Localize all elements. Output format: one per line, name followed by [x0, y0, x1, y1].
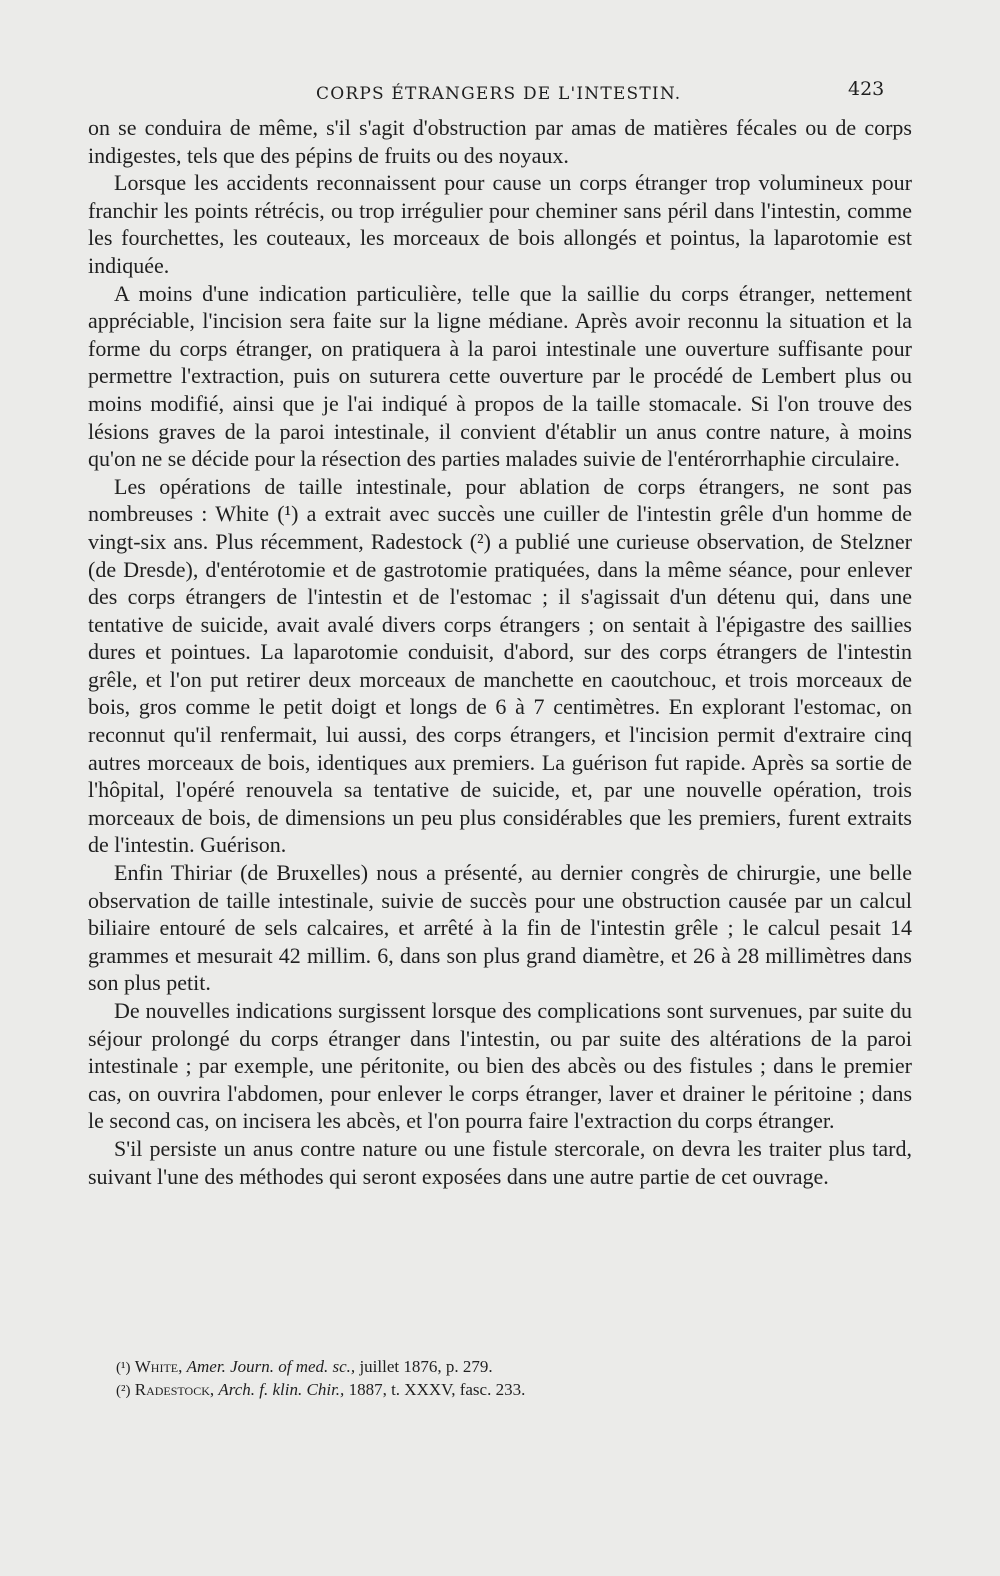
footnote-marker: (²)	[116, 1383, 131, 1399]
paragraph: Lorsque les accidents reconnaissent pour cause un corps étranger trop volumineux pour franchir les points rétrécis, ou trop irrégulier pour cheminer sans péril dans l'intestin, comme les fourchettes, les couteaux, les morceaux de bois allongés et pointus, la laparotomie est indiquée.	[88, 170, 912, 278]
footnote-details: 1887, t. XXXV, fasc. 233.	[348, 1380, 526, 1399]
page-header	[0, 78, 1000, 108]
footnote-author: White,	[134, 1357, 183, 1376]
footnote	[116, 1379, 816, 1402]
body-text	[88, 114, 912, 1190]
paragraph: De nouvelles indications surgissent lorsque des complications sont survenues, par suite du séjour prolongé du corps étranger dans l'intestin, ou par suite des altérations de la paroi intestinale ; par exemple, une péritonite, ou bien des abcès ou des fistules ; dans le premier cas, on ouvrira l'abdomen, pour enlever le corps étranger, laver et drainer le péritoine ; dans le second cas, on incisera les abcès, et l'on pourra faire l'extraction du corps étranger.	[88, 998, 912, 1134]
footnote-journal: Amer. Journ. of med. sc.,	[186, 1357, 356, 1376]
paragraph: on se conduira de même, s'il s'agit d'obstruction par amas de matières fécales ou de corps indigestes, tels que des pépins de fruits ou des noyaux.	[88, 115, 912, 168]
running-title: CORPS ÉTRANGERS DE L'INTESTIN.	[316, 84, 682, 104]
page-number: 423	[848, 78, 885, 100]
paragraph: Enfin Thiriar (de Bruxelles) nous a présenté, au dernier congrès de chirurgie, une belle observation de taille intestinale, suivie de succès pour une obstruction causée par un calcul biliaire entouré de sels calcaires, et arrêté à la fin de l'intestin grêle ; le calcul pesait 14 grammes et mesurait 42 millim. 6, dans son plus grand diamètre, et 26 à 28 millimètres dans son plus petit.	[88, 860, 912, 996]
footnote-author: Radestock,	[134, 1380, 215, 1399]
footnote	[116, 1356, 816, 1379]
footnote-journal: Arch. f. klin. Chir.,	[218, 1380, 345, 1399]
paragraph: A moins d'une indication particulière, telle que la saillie du corps étranger, nettement appréciable, l'incision sera faite sur la ligne médiane. Après avoir reconnu la situation et la forme du corps étranger, on pratiquera à la paroi intestinale une ouverture suffisante pour permettre l'extraction, puis on suturera cette ouverture par le procédé de Lembert plus ou moins modifié, ainsi que je l'ai indiqué à propos de la taille stomacale. Si l'on trouve des lésions graves de la paroi intestinale, il convient d'établir un anus contre nature, à moins qu'on ne se décide pour la résection des parties malades suivie de l'entérorrhaphie circulaire.	[88, 280, 912, 472]
footnote-details: juillet 1876, p. 279.	[359, 1357, 493, 1376]
paragraph: Les opérations de taille intestinale, pour ablation de corps étrangers, ne sont pas nombreuses : White (¹) a extrait avec succès une cuiller de l'intestin grêle d'un homme de vingt-six ans. Plus récemment, Radestock (²) a publié une curieuse observation, de Stelzner (de Dresde), d'entérotomie et de gastrotomie pratiquées, dans la même séance, pour enlever des corps étrangers de l'intestin et de l'estomac ; il s'agissait d'un détenu qui, dans une tentative de suicide, avait avalé divers corps étrangers ; on sentait à l'épigastre des saillies dures et pointues. La laparotomie conduisit, d'abord, sur des corps étrangers de l'intestin grêle, et l'on put retirer deux morceaux de manchette en caoutchouc, et trois morceaux de bois, gros comme le petit doigt et longs de 6 à 7 centimètres. En explorant l'estomac, on reconnut qu'il renfermait, lui aussi, des corps étrangers, et l'incision permit d'extraire cinq autres morceaux de bois, identiques aux premiers. La guérison fut rapide. Après sa sortie de l'hôpital, l'opéré renouvela sa tentative de suicide, et, par une nouvelle opération, trois morceaux de bois, de dimensions un peu plus considérables que les premiers, furent extraits de l'intestin. Guérison.	[88, 473, 912, 858]
footnotes	[116, 1356, 816, 1402]
paragraph: S'il persiste un anus contre nature ou une fistule stercorale, on devra les traiter plus tard, suivant l'une des méthodes qui seront exposées dans une autre partie de cet ouvrage.	[88, 1135, 912, 1189]
footnote-marker: (¹)	[116, 1360, 131, 1376]
